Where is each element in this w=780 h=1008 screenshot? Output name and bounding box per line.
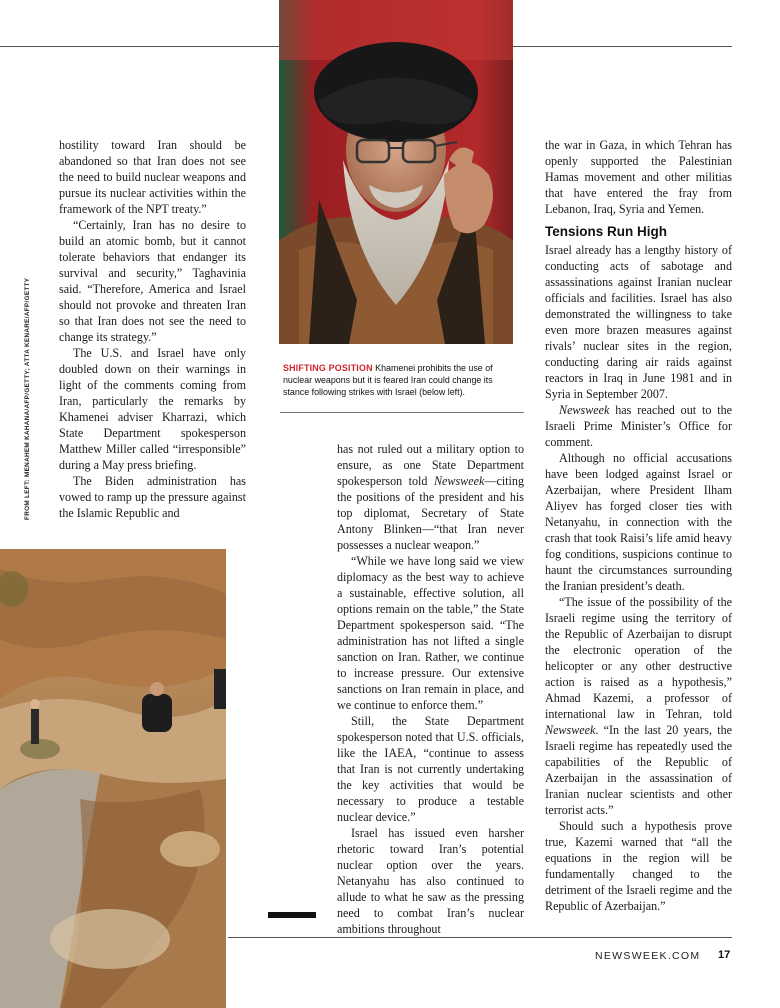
publication-name: Newsweek	[433, 474, 485, 488]
paragraph: “While we have long said we view diplomacy as the best way to achieve a sustainable, effective solution, all options remain on the table,” the State Department spokesperson said. “The administration has not lifted a single sanction on Iran. Rather, we continue to increase pressure. Our extensive sanctions on Iran remain in place, and we continue to enforce them.”	[337, 554, 524, 712]
footer-rule	[228, 937, 732, 938]
paragraph: The U.S. and Israel have only doubled down on their warnings in light of the comments coming from Iran, particularly the remarks by Khamenei adviser Kharrazi, which State Department spokesperson Matthew Miller called “irresponsible” during a May press briefing.	[59, 346, 246, 472]
caption-text: Khamenei prohibits the use of nuclear weapons but it is feared Iran could change its stance following strikes with Israel (below left).	[283, 363, 493, 397]
section-heading: Tensions Run High	[545, 224, 667, 239]
footer-website[interactable]: NEWSWEEK.COM	[595, 950, 701, 962]
landscape-illustration	[0, 549, 226, 1008]
black-bar-divider	[268, 912, 316, 918]
paragraph: the war in Gaza, in which Tehran has openly supported the Palestinian Hamas movement and other militias that have entered the fray from Lebanon, Iraq, Syria and Yemen.	[545, 138, 732, 216]
rocky-landscape-photo	[0, 549, 226, 1008]
publication-name: Newsweek	[545, 723, 596, 737]
text-run: “The issue of the possibility of the Israeli regime using the territory of the Republic of Azerbaijan to disrupt the electronic operation of the helicopter or any other destructive action is raised as a hypothesis,” Ahmad Kazemi, a professor of international law in Tehran, told	[545, 595, 732, 721]
text-run: . “In the last 20 years, the Israeli regime has repeatedly used the capabilities of the Republic of Azerbaijan in the assassination of Iranian nuclear scientists and other terrorist acts.”	[545, 723, 732, 817]
caption-rule	[280, 412, 524, 413]
portrait-photo	[279, 0, 513, 344]
photo-credit: FROM LEFT: MENAHEM KAHANA/AFP/GETTY; ATTA KENARE/AFP/GETTY	[24, 277, 31, 520]
text-run: has not ruled out a military option to ensure, as one State Department spokesperson told	[337, 442, 524, 488]
article-column-1	[59, 137, 246, 521]
paragraph	[545, 402, 732, 450]
paragraph: Although no official accusations have been lodged against Israel or Azerbaijan, where President Ilham Aliyev has forged closer ties with Netanyahu, in connection with the crash that took Raisi’s life amid heavy fog conditions, suspicions continue to haunt the circumstances surrounding the Iranian president’s death.	[545, 451, 732, 593]
top-rule-right	[513, 46, 732, 47]
text-run: —citing the positions of the president and his top diplomat, Secretary of State Antony Blinken—“that Iran never possesses a nuclear weapon.”	[337, 474, 524, 552]
portrait-illustration	[279, 0, 513, 344]
paragraph: “Certainly, Iran has no desire to build an atomic bomb, but it cannot tolerate behaviors that endanger its survival and security,” Taghavinia said. “Therefore, America and Israel should not provoke and threaten Iran so that Iran does not see the need to change its strategy.”	[59, 218, 246, 344]
photo-caption	[283, 362, 515, 398]
text-run: has reached out to the Israeli Prime Minister’s Office for comment.	[545, 403, 732, 449]
page-number: 17	[718, 949, 731, 961]
paragraph: Israel has issued even harsher rhetoric toward Iran’s potential nuclear option over the years. Netanyahu has also continued to allude to what he saw as the pressing need to combat Iran’s nuclear ambitions throughout	[337, 826, 524, 936]
article-column-2	[337, 441, 524, 937]
paragraph: Still, the State Department spokesperson noted that U.S. officials, like the IAEA, “continue to assess that Iran is not currently undertaking the key activities that would be necessary to produce a testable nuclear device.”	[337, 714, 524, 824]
caption-tag: SHIFTING POSITION	[283, 363, 373, 373]
paragraph: Should such a hypothesis prove true, Kazemi warned that “all the equations in the region will be fundamentally changed to the detriment of the Israeli regime and the Republic of Azerbaijan.”	[545, 819, 732, 913]
article-column-3	[545, 137, 732, 914]
paragraph: Israel already has a lengthy history of conducting acts of sabotage and assassinations against Iranian nuclear officials and facilities. Israel has also demonstrated the willingness to take even more brazen measures against rivals’ nuclear sites in the region, conducting daring air raids against reactors in Iraq in June 1981 and in Syria in September 2007.	[545, 243, 732, 401]
paragraph	[545, 594, 732, 818]
publication-name: Newsweek	[559, 403, 610, 417]
top-rule-left	[0, 46, 279, 47]
paragraph	[337, 441, 524, 553]
paragraph: The Biden administration has vowed to ramp up the pressure against the Islamic Republic and	[59, 474, 246, 520]
paragraph: hostility toward Iran should be abandoned so that Iran does not see the need to build nuclear weapons and pursue its nuclear activities within the framework of the NPT treaty.”	[59, 138, 246, 216]
